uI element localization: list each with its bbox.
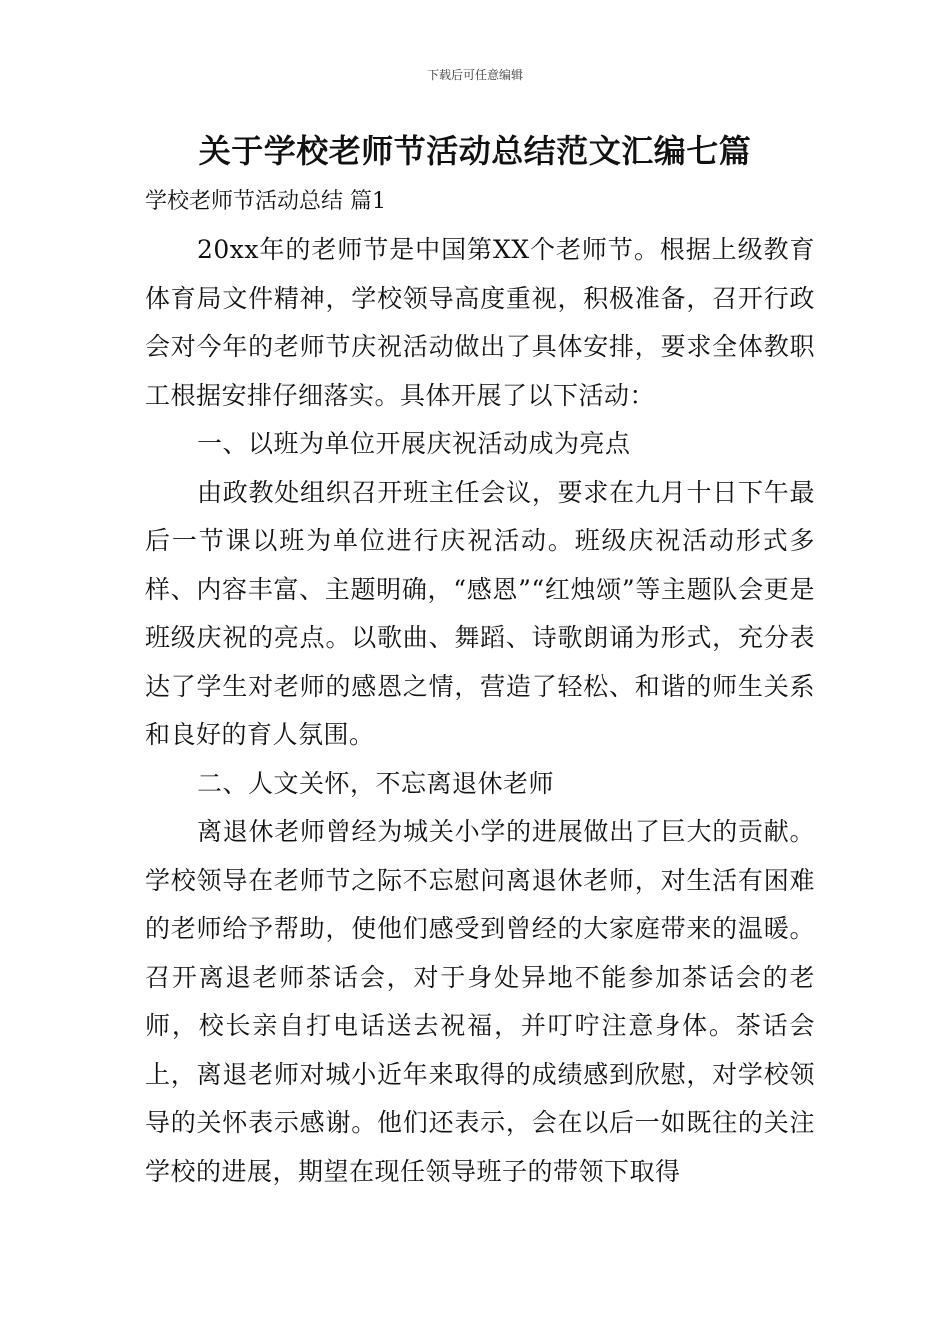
document-body bbox=[145, 226, 815, 1196]
section-heading-2: 二、人文关怀，不忘离退休老师 bbox=[197, 768, 555, 798]
paragraph-class-celebration: 由政教处组织召开班主任会议，要求在九月十日下午最后一节课以班为单位进行庆祝活动。班级庆祝活动形式多样、内容丰富、主题明确，“感恩”“红烛颂”等主题队会更是班级庆祝的亮点。以歌曲、舞蹈、诗歌朗诵为形式，充分表达了学生对老师的感恩之情，营造了轻松、和谐的师生关系和良好的育人氛围。 bbox=[145, 477, 815, 749]
header-note: 下载后可任意编辑 bbox=[426, 68, 523, 82]
section-subtitle: 学校老师节活动总结 篇1 bbox=[145, 189, 386, 214]
paragraph-retired-teachers: 离退休老师曾经为城关小学的进展做出了巨大的贡献。学校领导在老师节之际不忘慰问离退休老师，对生活有困难的老师给予帮助，使他们感受到曾经的大家庭带来的温暖。召开离退老师茶话会，对于身处异地不能参加茶话会的老师，校长亲自打电话送去祝福，并叮咛注意身体。茶话会上，离退老师对城小近年来取得的成绩感到欣慰，对学校领导的关怀表示感谢。他们还表示，会在以后一如既往的关注学校的进展，期望在现任领导班子的带领下取得 bbox=[145, 817, 815, 1186]
section-heading-1: 一、以班为单位开展庆祝活动成为亮点 bbox=[197, 429, 631, 458]
document-title: 关于学校老师节活动总结范文汇编七篇 bbox=[198, 132, 752, 170]
paragraph-intro: 20xx年的老师节是中国第XX个老师节。根据上级教育体育局文件精神，学校领导高度重视，积极准备，召开行政会对今年的老师节庆祝活动做出了具体安排，要求全体教职工根据安排仔细落实。具体开展了以下活动： bbox=[145, 235, 815, 410]
